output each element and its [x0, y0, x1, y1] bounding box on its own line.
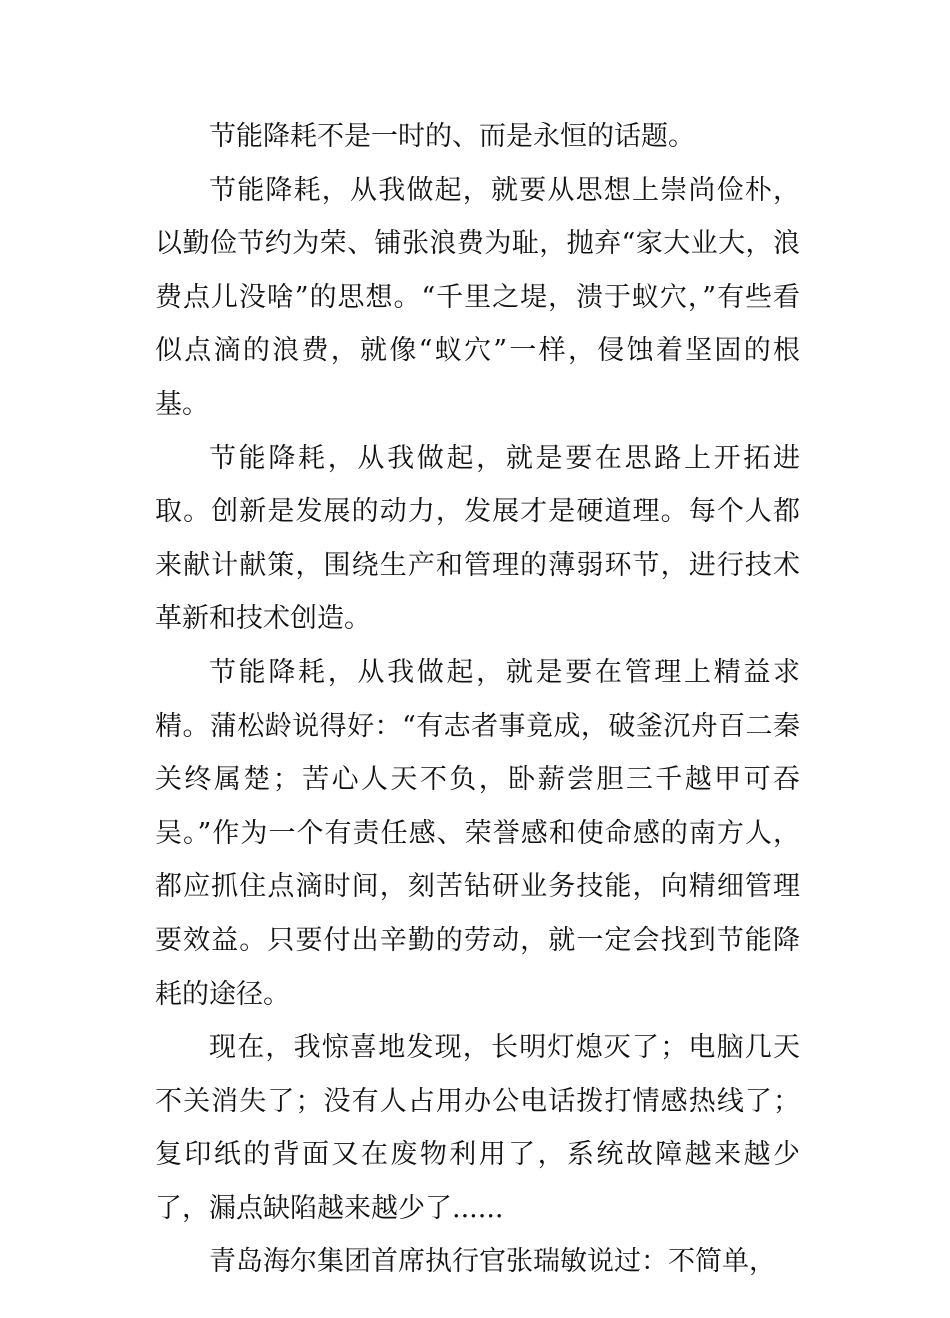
- paragraph-3: 节能降耗，从我做起，就是要在思路上开拓进取。创新是发展的动力，发展才是硬道理。每个人都来献计献策，围绕生产和管理的薄弱环节，进行技术革新和技术创造。: [155, 442, 800, 635]
- paragraph-6: 青岛海尔集团首席执行官张瑞敏说过：不简单，: [209, 1246, 776, 1278]
- document-body: [155, 110, 800, 1289]
- paragraph-2: 节能降耗，从我做起，就要从思想上崇尚俭朴，以勤俭节约为荣、铺张浪费为耻，抛弃“家大业大，浪费点儿没啥”的思想。“千里之堤，溃于蚁穴，”有些看似点滴的浪费，就像“蚁穴”一样，侵蚀着坚固的根基。: [155, 174, 800, 420]
- paragraph-4: 节能降耗，从我做起，就是要在管理上精益求精。蒲松龄说得好：“有志者事竟成，破釜沉舟百二秦关终属楚；苦心人天不负，卧薪尝胆三千越甲可吞吴。”作为一个有责任感、荣誉感和使命感的南方人，都应抓住点滴时间，刻苦钻研业务技能，向精细管理要效益。只要付出辛勤的劳动，就一定会找到节能降耗的途径。: [155, 656, 800, 1010]
- paragraph-1: 节能降耗不是一时的、而是永恒的话题。: [209, 121, 695, 152]
- paragraph-5: 现在，我惊喜地发现，长明灯熄灭了；电脑几天不关消失了；没有人占用办公电话拨打情感热线了；复印纸的背面又在废物利用了，系统故障越来越少了，漏点缺陷越来越少了......: [155, 1032, 800, 1224]
